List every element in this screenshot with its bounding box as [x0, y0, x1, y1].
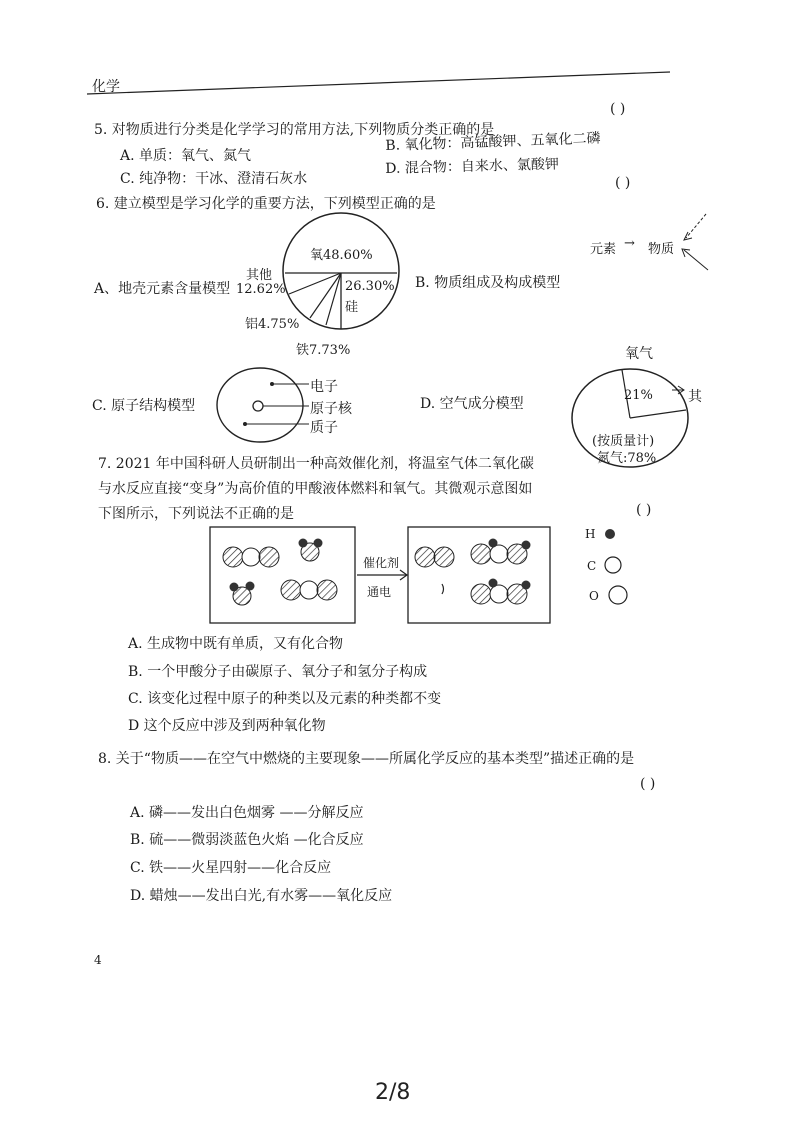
- atom-proton-label: 质子: [310, 420, 338, 436]
- legend-o-label: O: [589, 589, 599, 603]
- q6-stem: 6. 建立模型是学习化学的重要方法，下列模型正确的是: [96, 196, 436, 212]
- crust-oxygen-label: 氧48.60%: [310, 248, 373, 263]
- air-other-label: 其: [688, 389, 702, 405]
- q7-stem-line3: 下图所示，下列说法不正确的是: [98, 506, 294, 522]
- q6-option-a: A、地壳元素含量模型: [94, 281, 231, 297]
- q6-option-c: C. 原子结构模型: [92, 398, 196, 414]
- crust-silicon-label: 硅: [345, 300, 359, 315]
- crust-other-label: 其他: [246, 268, 273, 283]
- q7-option-a: A. 生成物中既有单质，又有化合物: [128, 636, 344, 652]
- q8-answer-blank: ( ): [640, 776, 656, 792]
- q5-option-d: D. 混合物：自来水、氯酸钾: [385, 156, 560, 177]
- q8-option-d: D. 蜡烛——发出白光,有水雾——氧化反应: [130, 888, 393, 904]
- crust-other-pct: 12.62%: [236, 282, 286, 297]
- crust-aluminum-label: 铝4.75%: [245, 317, 300, 332]
- subject-header: 化学: [92, 79, 120, 95]
- page-mark: 4: [94, 953, 102, 967]
- crust-silicon-pct: 26.30%: [345, 279, 395, 294]
- q7-stem-line1: 7. 2021 年中国科研人员研制出一种高效催化剂，将温室气体二氧化碳: [98, 456, 534, 472]
- matter-substance-label: 物质: [648, 242, 675, 257]
- legend-c-label: C: [587, 559, 597, 573]
- q8-option-c: C. 铁——火星四射——化合反应: [130, 860, 332, 876]
- q8-stem: 8. 关于“物质——在空气中燃烧的主要现象——所属化学反应的基本类型”描述正确的是: [98, 751, 635, 767]
- q7-answer-blank: ( ): [636, 502, 652, 518]
- air-oxygen-pct: 21%: [624, 388, 653, 403]
- q7-option-d: D 这个反应中涉及到两种氧化物: [128, 718, 326, 734]
- page-indicator: 2/8: [375, 1080, 411, 1105]
- matter-arrow: →: [624, 236, 635, 251]
- atom-nucleus-label: 原子核: [310, 401, 352, 417]
- air-basis-label: (按质量计): [592, 434, 655, 449]
- header-rule: [85, 68, 675, 98]
- electricity-label: 通电: [367, 585, 392, 599]
- catalyst-label: 催化剂: [363, 556, 400, 570]
- atom-electron-label: 电子: [310, 379, 338, 395]
- crust-iron-label: 铁7.73%: [296, 343, 351, 358]
- q5-option-c: C. 纯净物：干冰、澄清石灰水: [120, 171, 308, 187]
- q5-answer-blank: ( ): [610, 101, 626, 117]
- q8-option-b: B. 硫——微弱淡蓝色火焰 —化合反应: [130, 832, 364, 848]
- reaction-diagram: [205, 524, 555, 628]
- atom-legend: [598, 522, 634, 608]
- q6-answer-blank: ( ): [615, 175, 631, 191]
- air-pie-title: 氧气: [625, 346, 653, 362]
- q6-option-b: B. 物质组成及构成模型: [415, 275, 561, 291]
- q7-stem-line2: 与水反应直接“变身”为高价值的甲酸液体燃料和氧气。其微观示意图如: [98, 481, 533, 497]
- q7-option-c: C. 该变化过程中原子的种类以及元素的种类都不变: [128, 691, 442, 707]
- matter-element-label: 元素: [590, 242, 617, 257]
- q6-option-d: D. 空气成分模型: [420, 396, 524, 412]
- atom-model-diagram: [215, 365, 310, 445]
- q5-option-b: B. 氧化物：高锰酸钾、五氧化二磷: [385, 130, 601, 154]
- air-nitrogen-label: 氮气:78%: [597, 451, 657, 466]
- q8-option-a: A. 磷——发出白色烟雾 ——分解反应: [130, 805, 364, 821]
- matter-arrows: [676, 208, 716, 274]
- q5-option-a: A. 单质：氧气、氮气: [120, 148, 252, 164]
- legend-h-label: H: [585, 527, 596, 541]
- q5-stem: 5. 对物质进行分类是化学学习的常用方法,下列物质分类正确的是: [94, 122, 495, 138]
- q7-option-b: B. 一个甲酸分子由碳原子、氧分子和氢分子构成: [128, 664, 428, 680]
